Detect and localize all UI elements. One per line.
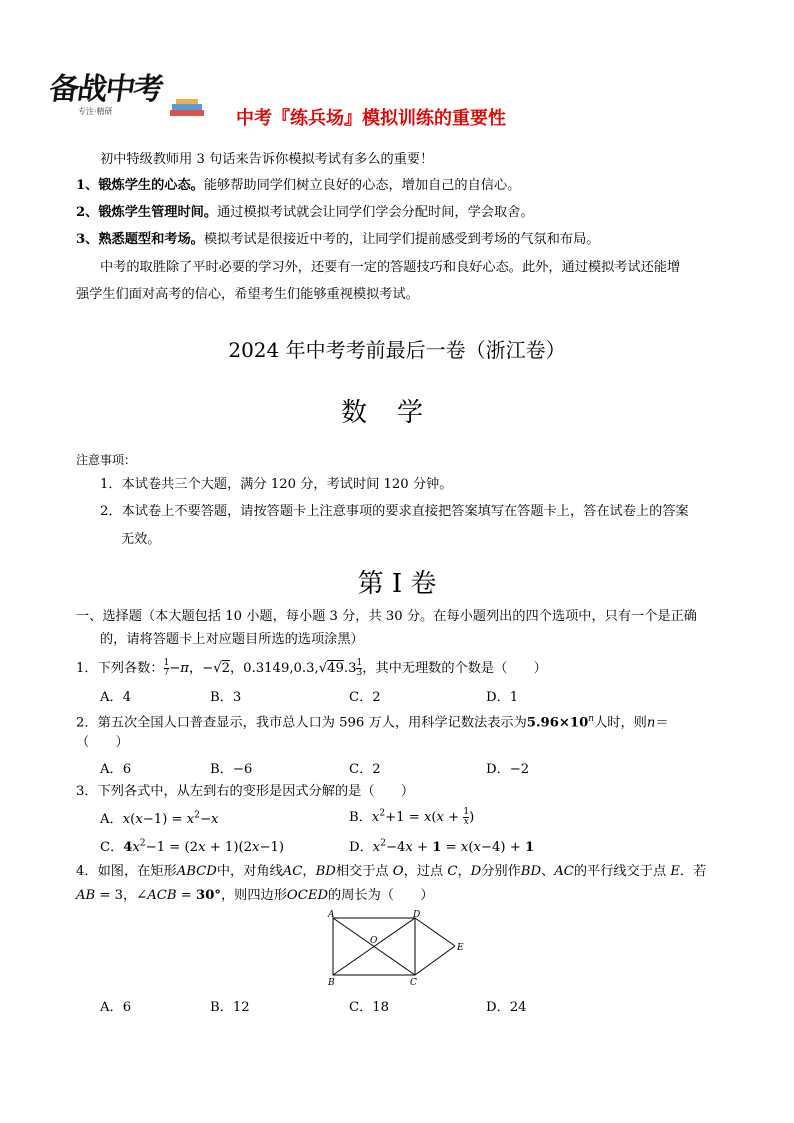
q2-option-c[interactable]: C．2 xyxy=(349,762,381,777)
point-head: 锻炼学生管理时间。 xyxy=(98,205,218,220)
exam-title: 2024 年中考考前最后一卷（浙江卷） xyxy=(228,338,566,362)
q1-mid: ，0.3149,0.3, xyxy=(230,661,319,676)
q3-option-a[interactable]: A．$x(x-1) = x^2-x$ xyxy=(100,810,219,827)
fraction-1-over-7: $\frac{1}{7}$ xyxy=(163,658,170,678)
q1-prefix: 1．下列各数： xyxy=(76,661,164,676)
q4-text-e: 分别作 xyxy=(481,864,521,879)
question-4-line1: 4．如图，在矩形ABCD中，对角线AC，BD相交于点 O，过点 C，D分别作BD、AC的平行线交于点 E．若 xyxy=(76,864,707,879)
logo-subtext: 专注·精研 xyxy=(78,107,113,116)
q3-option-c-label: C． xyxy=(100,840,124,855)
part1-line1: 一、选择题（本大题包括 10 小题，每小题 3 分，共 30 分。在每小题列出的四个选项中，只有一个是正确 xyxy=(76,609,697,624)
rectangle-diagram xyxy=(325,908,470,988)
note-1: 1．本试卷共三个大题，满分 120 分，考试时间 120 分钟。 xyxy=(100,477,453,492)
q4-text-a: 4．如图，在矩形 xyxy=(76,864,177,879)
note-2a: 2．本试卷上不要答题，请按答题卡上注意事项的要求直接把答案填写在答题卡上，答在试卷上的答案 xyxy=(100,504,689,519)
q3-option-c[interactable]: C．$4x^2-1 = (2x + 1)(2x-1)$ xyxy=(100,838,285,855)
q2-text-a: 2．第五次全国人口普查显示，我市总人口为 596 万人，用科学记数法表示为 xyxy=(76,715,527,731)
q4-text-line2-c: 的周长为（ ） xyxy=(328,888,434,903)
q3-option-b-label: B． xyxy=(349,810,372,825)
label-D: D xyxy=(413,910,421,920)
fraction-1-over-3: $\frac{1}{3}$ xyxy=(356,658,363,678)
intro-point-3 xyxy=(76,230,600,250)
subject-title: 数学 xyxy=(340,398,453,428)
point-body: 能够帮助同学们树立良好的心态，增加自己的自信心。 xyxy=(203,178,521,193)
q3-option-b[interactable]: B．$x^2+1 = x(x$ + $\frac{1}{x}$ ) xyxy=(349,807,475,827)
point-num: 2、 xyxy=(76,205,99,220)
q2-option-a[interactable]: A．6 xyxy=(100,762,132,777)
label-O: O xyxy=(370,936,378,946)
label-B: B xyxy=(328,978,335,988)
q1-suffix: ，其中无理数的个数是（ ） xyxy=(362,661,547,676)
q1-option-b[interactable]: B．3 xyxy=(210,690,242,705)
q2-option-b[interactable]: B．−6 xyxy=(210,762,253,777)
q4-text-c: 相交于点 xyxy=(335,864,389,879)
q4-option-a[interactable]: A．6 xyxy=(100,1000,132,1015)
q1-option-c[interactable]: C．2 xyxy=(349,690,381,705)
q1-option-a[interactable]: A．4 xyxy=(100,690,132,705)
point-num: 1、 xyxy=(76,178,99,193)
point-head: 锻炼学生的心态。 xyxy=(98,178,204,193)
question-2: 2．第五次全国人口普查显示，我市总人口为 596 万人，用科学记数法表示为$5.96\times 10^n$人时，则n＝ xyxy=(76,714,669,731)
q4-option-b[interactable]: B．12 xyxy=(210,1000,250,1015)
banner-title: 中考『练兵场』模拟训练的重要性 xyxy=(236,108,506,129)
q4-text-g: ．若 xyxy=(680,864,707,879)
point-body: 模拟考试是很接近中考的，让同学们提前感受到考场的气氛和布局。 xyxy=(203,232,600,247)
books-icon xyxy=(168,98,208,120)
q3-option-a-label: A． xyxy=(100,812,123,827)
q4-option-c[interactable]: C．18 xyxy=(349,1000,390,1015)
intro-closing-2: 强学生们面对高考的信心，希望考生们能够重视模拟考试。 xyxy=(76,287,419,302)
question-3: 3．下列各式中，从左到右的变形是因式分解的是（ ） xyxy=(76,784,415,799)
q4-text-f: 的平行线交于点 xyxy=(573,864,667,879)
question-4-line2: AB = 3，∠ACB = 30°，则四边形OCED的周长为（ ） xyxy=(76,888,434,903)
q4-option-d[interactable]: D．24 xyxy=(486,1000,527,1015)
q2-cont: （ ） xyxy=(76,735,129,750)
label-E: E xyxy=(457,943,464,953)
point-head: 熟悉题型和考场。 xyxy=(98,232,204,247)
q2-text-b: 人时，则 xyxy=(594,715,647,731)
q1-option-d[interactable]: D．1 xyxy=(486,690,519,705)
q3-option-d-label: D． xyxy=(349,840,373,855)
q4-text-b: 中，对角线 xyxy=(216,864,283,879)
q3-option-d[interactable]: D．$x^2-4x + 1 = x(x-4) + 1$ xyxy=(349,838,535,855)
label-A: A xyxy=(328,910,335,920)
section-title: 第 I 卷 xyxy=(357,569,437,599)
q4-text-d: ，过点 xyxy=(403,864,444,879)
question-1: 1．下列各数： $\frac{1}{7}$ −π，−√2，0.3149,0.3,√49.3 $\frac{1}{3}$ ，其中无理数的个数是（ ） xyxy=(76,658,547,678)
label-C: C xyxy=(410,978,417,988)
note-2b: 无效。 xyxy=(121,532,161,547)
intro-point-2 xyxy=(76,203,534,223)
intro-lead: 初中特级教师用 3 句话来告诉你模拟考试有多么的重要！ xyxy=(100,152,434,167)
q2-option-d[interactable]: D．−2 xyxy=(486,762,530,777)
part1-line2: 的，请将答题卡上对应题目所选的选项涂黑） xyxy=(100,632,364,647)
point-body: 通过模拟考试就会让同学们学会分配时间，学会取舍。 xyxy=(217,205,534,220)
logo-text: 备战中考 xyxy=(47,72,164,107)
intro-point-1 xyxy=(76,176,520,196)
intro-closing-1: 中考的取胜除了平时必要的学习外，还要有一定的答题技巧和良好心态。此外，通过模拟考试还能增 xyxy=(100,260,681,275)
logo xyxy=(47,62,210,124)
notes-label: 注意事项： xyxy=(76,453,137,467)
q4-text-line2-b: ，则四边形 xyxy=(220,888,287,903)
point-num: 3、 xyxy=(76,232,99,247)
